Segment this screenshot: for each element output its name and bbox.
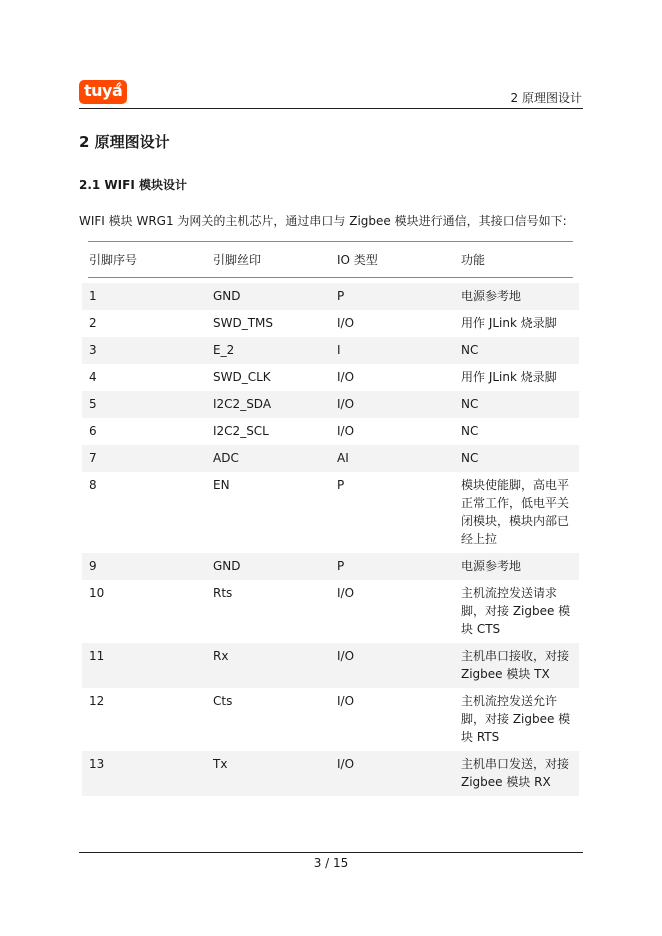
function-cell (461, 476, 577, 548)
io-type-cell: I/O (337, 694, 355, 708)
function-cell (461, 314, 577, 332)
io-type-cell: I/O (337, 586, 355, 600)
table-body (82, 283, 579, 796)
pin-silkscreen-cell: SWD_CLK (213, 370, 271, 384)
table-row (82, 643, 579, 688)
logo-text: tuya (84, 81, 123, 100)
function-cell (461, 755, 577, 791)
function-line: 模块使能脚，高电平 (461, 478, 570, 492)
function-cell (461, 341, 577, 359)
function-line: 主机串口发送，对接 (461, 757, 570, 771)
function-line: 主机串口接收，对接 (461, 649, 570, 663)
table-row (82, 391, 579, 418)
io-type-cell: P (337, 289, 345, 303)
header-function: 功能 (461, 253, 486, 267)
function-cell (461, 422, 577, 440)
function-line: 电源参考地 (461, 559, 522, 573)
function-line: 主机流控发送允许 (461, 694, 558, 708)
io-type-cell: I/O (337, 649, 355, 663)
function-line: 正常工作，低电平关 (461, 496, 570, 510)
io-type-cell: I/O (337, 424, 355, 438)
function-line: Zigbee 模块 TX (461, 667, 550, 681)
pin-silkscreen-cell: I2C2_SCL (213, 424, 269, 438)
table-row (82, 310, 579, 337)
function-line: NC (461, 343, 479, 357)
subsection-title: 2.1 WIFI 模块设计 (79, 178, 187, 192)
footer-rule (79, 852, 583, 853)
pin-silkscreen-cell: E_2 (213, 343, 235, 357)
pin-number-cell: 11 (89, 649, 105, 663)
table-row (82, 445, 579, 472)
section-title: 2 原理图设计 (79, 133, 170, 151)
table-row (82, 580, 579, 643)
function-line: 经上拉 (461, 532, 498, 546)
io-type-cell: I/O (337, 397, 355, 411)
function-line: NC (461, 424, 479, 438)
function-line: 电源参考地 (461, 289, 522, 303)
pin-silkscreen-cell: SWD_TMS (213, 316, 274, 330)
header-pin-number: 引脚序号 (89, 253, 138, 267)
function-line: NC (461, 397, 479, 411)
io-type-cell: I/O (337, 370, 355, 384)
pin-silkscreen-cell: GND (213, 289, 241, 303)
pin-number-cell: 7 (89, 451, 97, 465)
pin-silkscreen-cell: Tx (213, 757, 228, 771)
pin-number-cell: 9 (89, 559, 97, 573)
table-row (82, 688, 579, 751)
function-line: 主机流控发送请求 (461, 586, 558, 600)
io-type-cell: AI (337, 451, 349, 465)
pin-number-cell: 1 (89, 289, 97, 303)
pin-number-cell: 13 (89, 757, 105, 771)
table-row (82, 283, 579, 310)
io-type-cell: P (337, 478, 345, 492)
pin-silkscreen-cell: Cts (213, 694, 233, 708)
table-row (82, 751, 579, 796)
io-type-cell: I (337, 343, 341, 357)
function-line: 块 RTS (461, 730, 500, 744)
function-cell (461, 368, 577, 386)
table-row (82, 418, 579, 445)
header-pin-silkscreen: 引脚丝印 (213, 253, 262, 267)
pin-silkscreen-cell: I2C2_SDA (213, 397, 272, 411)
running-header-title: 2 原理图设计 (510, 91, 582, 105)
function-cell (461, 395, 577, 413)
function-line: NC (461, 451, 479, 465)
function-cell (461, 647, 577, 683)
pin-number-cell: 2 (89, 316, 97, 330)
io-type-cell: I/O (337, 316, 355, 330)
function-cell (461, 584, 577, 638)
pin-silkscreen-cell: EN (213, 478, 230, 492)
function-line: 块 CTS (461, 622, 501, 636)
table-header (88, 241, 573, 278)
tuya-logo (79, 80, 127, 104)
header-rule (79, 108, 583, 109)
function-line: 脚，对接 Zigbee 模 (461, 604, 571, 618)
table-row (82, 364, 579, 391)
pin-table (82, 241, 579, 796)
wifi-arc-icon (116, 82, 125, 91)
pin-number-cell: 5 (89, 397, 97, 411)
function-line: 用作 JLink 烧录脚 (461, 370, 557, 384)
pin-number-cell: 10 (89, 586, 105, 600)
function-line: 闭模块，模块内部已 (461, 514, 570, 528)
table-row (82, 337, 579, 364)
function-line: 脚，对接 Zigbee 模 (461, 712, 571, 726)
function-line: Zigbee 模块 RX (461, 775, 551, 789)
pin-silkscreen-cell: GND (213, 559, 241, 573)
function-line: 用作 JLink 烧录脚 (461, 316, 557, 330)
page-number: 3 / 15 (313, 856, 349, 870)
pin-number-cell: 4 (89, 370, 97, 384)
header-io-type: IO 类型 (337, 253, 378, 267)
pin-silkscreen-cell: Rts (213, 586, 233, 600)
pin-number-cell: 8 (89, 478, 97, 492)
io-type-cell: I/O (337, 757, 355, 771)
function-cell (461, 449, 577, 467)
pin-silkscreen-cell: ADC (213, 451, 239, 465)
pin-number-cell: 12 (89, 694, 105, 708)
pin-number-cell: 3 (89, 343, 97, 357)
function-cell (461, 557, 577, 575)
table-row (82, 553, 579, 580)
function-cell (461, 692, 577, 746)
pin-silkscreen-cell: Rx (213, 649, 229, 663)
function-cell (461, 287, 577, 305)
pin-number-cell: 6 (89, 424, 97, 438)
table-row (82, 472, 579, 553)
intro-paragraph: WIFI 模块 WRG1 为网关的主机芯片，通过串口与 Zigbee 模块进行通信，其接口信号如下: (79, 214, 567, 228)
io-type-cell: P (337, 559, 345, 573)
